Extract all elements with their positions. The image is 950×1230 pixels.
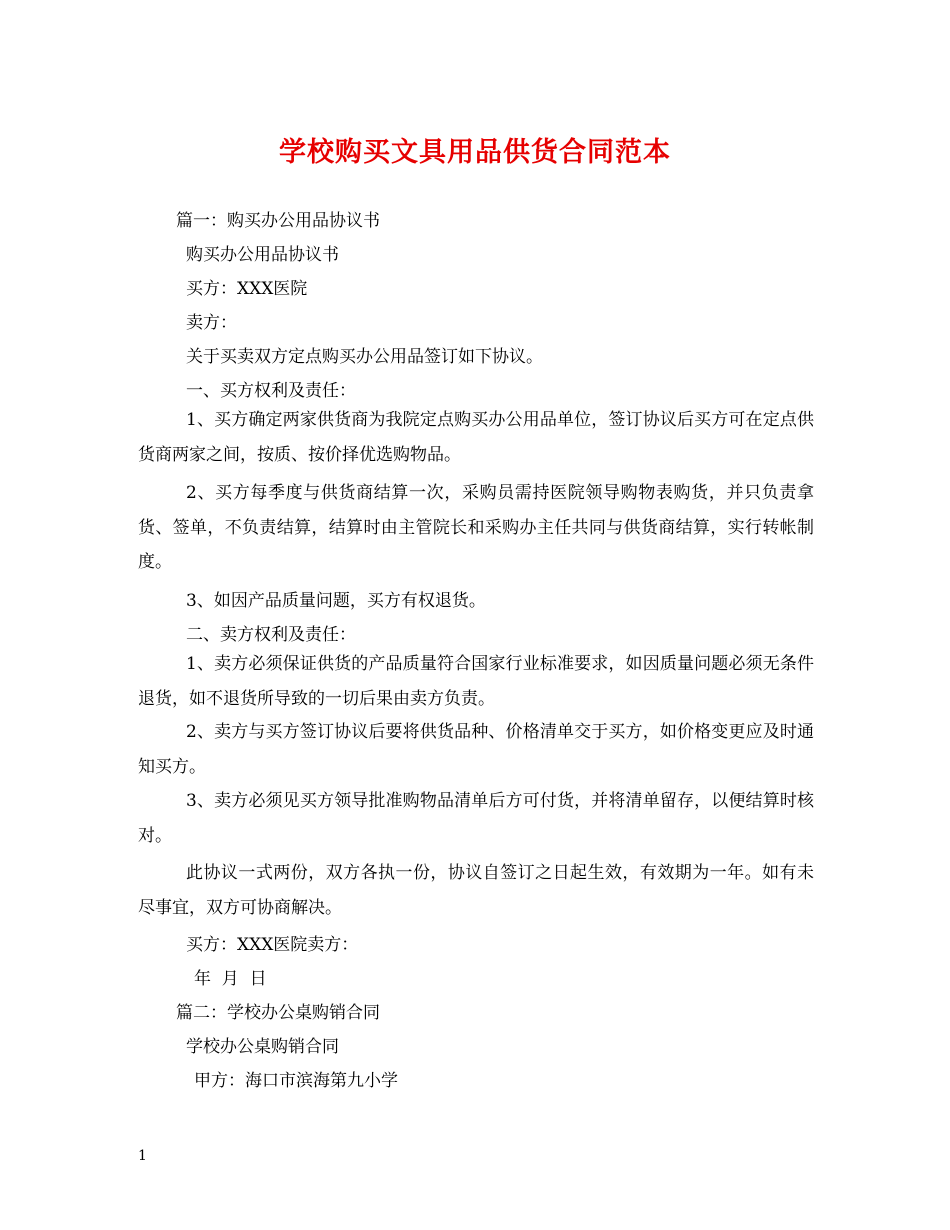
party-a-line: 甲方：海口市滨海第九小学 (194, 1071, 398, 1091)
signature-line: 买方：XXX医院卖方： (186, 935, 359, 955)
buyer-line: 买方：XXX医院 (186, 279, 308, 299)
paragraph-validity (138, 856, 814, 925)
paragraph-text: 3、卖方必须见买方领导批准购物品清单后方可付货，并将清单留存，以便结算时核对。 (138, 791, 814, 846)
paragraph-seller-3 (138, 784, 814, 853)
paragraph-seller-2 (138, 715, 814, 784)
paragraph-text: 2、卖方与买方签订协议后要将供货品种、价格清单交于买方，如价格变更应及时通知买方。 (138, 722, 814, 777)
seller-line: 卖方： (186, 313, 237, 333)
subtitle-1: 购买办公用品协议书 (186, 245, 339, 265)
buyer-rights-heading: 一、买方权利及责任： (186, 381, 356, 401)
buyer-item-3: 3、如因产品质量问题，买方有权退货。 (186, 591, 486, 611)
paragraph-buyer-1 (138, 403, 814, 472)
page-number: 1 (138, 1148, 147, 1164)
paragraph-text: 1、卖方必须保证供货的产品质量符合国家行业标准要求，如因质量问题必须无条件退货，如不退货所导致的一切后果由卖方负责。 (138, 654, 814, 709)
paragraph-text: 此协议一式两份，双方各执一份，协议自签订之日起生效，有效期为一年。如有未尽事宜，双方可协商解决。 (138, 863, 814, 918)
paragraph-seller-1 (138, 647, 814, 716)
date-line: 年 月 日 (194, 969, 267, 989)
paragraph-text: 2、买方每季度与供货商结算一次，采购员需持医院领导购物表购货，并只负责拿货、签单，不负责结算，结算时由主管院长和采购办主任共同与供货商结算，实行转帐制度。 (138, 483, 814, 572)
subtitle-2: 学校办公桌购销合同 (186, 1037, 339, 1057)
document-title: 学校购买文具用品供货合同范本 (279, 137, 671, 168)
section-heading-1: 篇一：购买办公用品协议书 (176, 211, 380, 231)
paragraph-buyer-2 (138, 476, 814, 580)
section-heading-2: 篇二：学校办公桌购销合同 (176, 1003, 380, 1023)
seller-rights-heading: 二、卖方权利及责任： (186, 625, 356, 645)
paragraph-text: 1、买方确定两家供货商为我院定点购买办公用品单位，签订协议后买方可在定点供货商两家之间，按质、按价择优选购物品。 (138, 410, 814, 465)
intro-line: 关于买卖双方定点购买办公用品签订如下协议。 (186, 347, 543, 367)
